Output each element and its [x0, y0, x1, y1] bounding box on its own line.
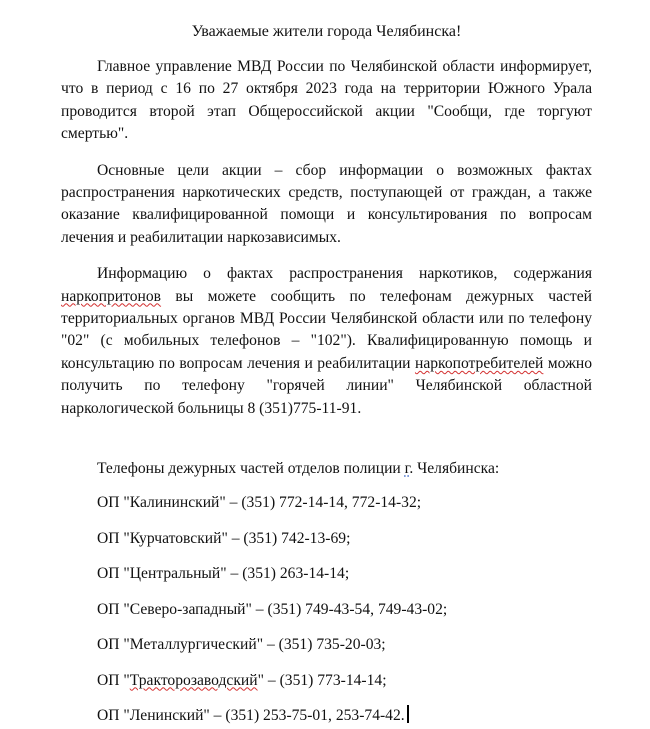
- paragraph-text: Главное управление МВД России по Челябинской области информирует, что в период с 16 по 27 октября 2023 года на территории Южного Урала проводится второй этап Общероссийской акции "Сообщи, где торгуют смертью".: [61, 58, 592, 143]
- station-name: Курчатовский: [129, 529, 222, 547]
- station-name: Центральный: [129, 565, 221, 583]
- paragraph-text: Информацию о фактах распространения наркотиков, содержания: [97, 265, 592, 283]
- station-phones: " – (351) 749-43-54, 749-43-02;: [245, 600, 448, 618]
- paragraph-goals: [61, 160, 592, 250]
- police-station-list: [61, 492, 592, 727]
- station-prefix: ОП ": [97, 636, 130, 654]
- paragraph-text: вы можете сообщить по телефонам дежурных частей территориальных органов МВД России Челябинской области или по телефону "02" (с мобильных телефонов – "102"). Квалифицированную помощь и консультацию по вопросам лечения и реабилитации: [61, 287, 592, 372]
- list-item: [97, 634, 592, 656]
- station-name: Северо-западный: [129, 600, 246, 618]
- station-name: Металлургический: [129, 636, 257, 654]
- grammar-flagged-word[interactable]: г: [404, 460, 410, 478]
- station-phones: " – (351) 253-75-01, 253-74-42.: [203, 707, 405, 725]
- station-prefix: ОП ": [97, 600, 130, 618]
- station-name: Калининский: [129, 494, 220, 512]
- station-name: Ленинский: [129, 707, 204, 725]
- station-phones: " – (351) 772-14-14, 772-14-32;: [219, 494, 422, 512]
- list-item: [97, 705, 592, 727]
- station-prefix: ОП ": [97, 529, 130, 547]
- spellcheck-flagged-word[interactable]: наркопритонов: [61, 287, 162, 305]
- station-prefix: ОП ": [97, 707, 130, 725]
- station-phones: " – (351) 263-14-14;: [220, 565, 350, 583]
- station-prefix: ОП ": [97, 565, 130, 583]
- phones-heading-text: Телефоны дежурных частей отделов полиции: [97, 460, 405, 478]
- paragraph-contacts: [61, 263, 592, 420]
- station-phones: " – (351) 773-14-14;: [257, 671, 387, 689]
- phones-heading: [61, 458, 592, 480]
- list-item: [97, 599, 592, 621]
- text-cursor: [407, 705, 409, 723]
- list-item: [97, 670, 592, 692]
- station-name[interactable]: Тракторозаводский: [129, 671, 258, 689]
- station-prefix: ОП ": [97, 494, 130, 512]
- phones-heading-text: . Челябинска:: [409, 460, 500, 478]
- list-item: [97, 492, 592, 514]
- list-item: [97, 528, 592, 550]
- station-phones: " – (351) 742-13-69;: [221, 529, 351, 547]
- paragraph-intro: [61, 56, 592, 146]
- paragraph-text: можно получить по телефону "горячей линии" Челябинской областной наркологической больницы 8 (351)775-11-91.: [61, 354, 592, 417]
- station-phones: " – (351) 735-20-03;: [256, 636, 386, 654]
- paragraph-text: Основные цели акции – сбор информации о возможных фактах распространения наркотических средств, поступающей от граждан, а также оказание квалифицированной помощи и консультирования по вопросам лечения и реабилитации наркозависимых.: [61, 161, 592, 246]
- list-item: [97, 563, 592, 585]
- spellcheck-flagged-word[interactable]: наркопотребителей: [414, 354, 544, 372]
- station-prefix: ОП ": [97, 671, 130, 689]
- document-title: Уважаемые жители города Челябинска!: [191, 23, 462, 40]
